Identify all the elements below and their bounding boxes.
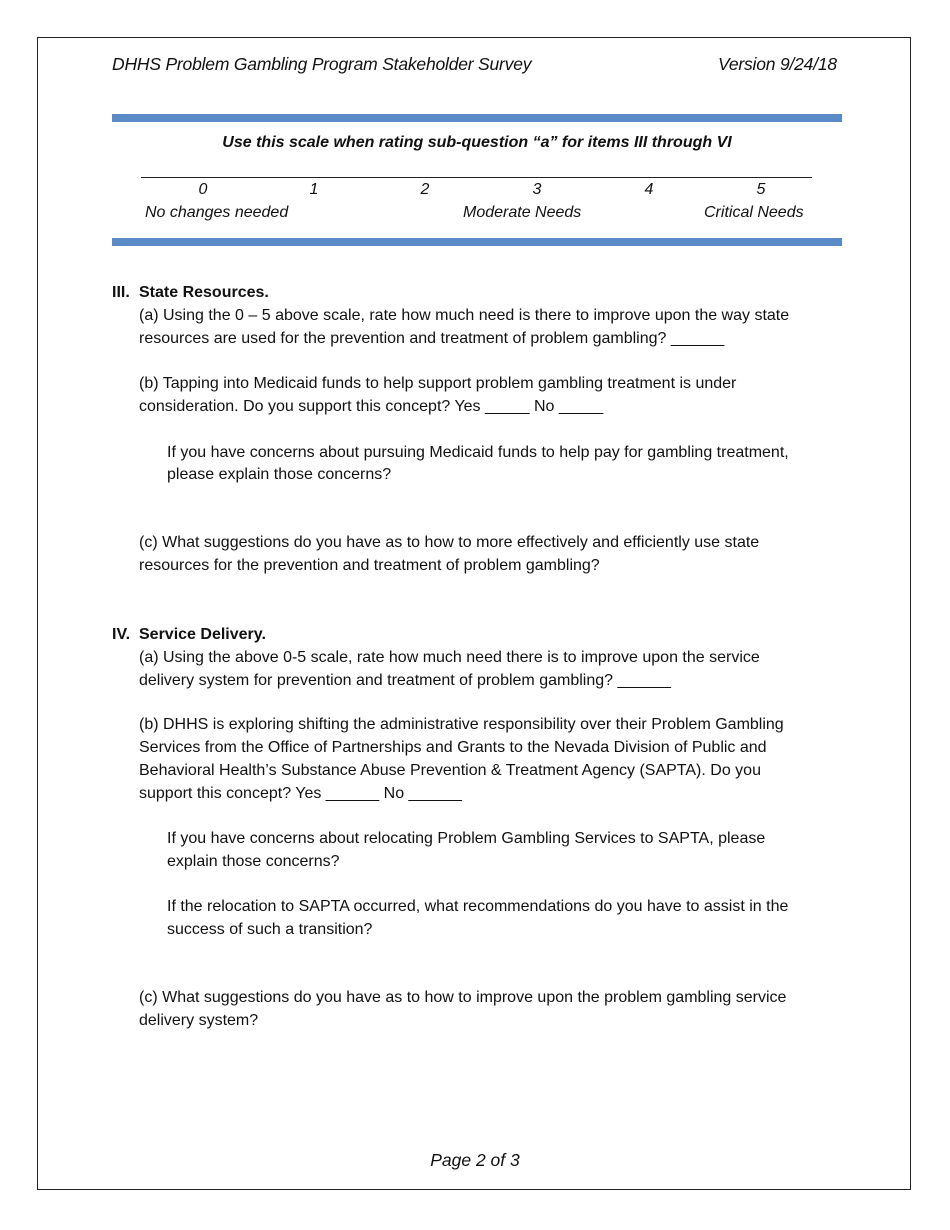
scale-number-5: 5 [756, 181, 766, 198]
section-4-number: IV. [112, 626, 131, 643]
scale-number-3: 3 [532, 181, 542, 198]
section-4-c-line: (c) What suggestions do you have as to how to improve upon the problem gambling service [139, 989, 787, 1006]
scale-number-2: 2 [420, 181, 430, 198]
scale-instruction: Use this scale when rating sub-question “a” for items III through VI [222, 134, 732, 151]
section-4-a-line: delivery system for prevention and treatment of problem gambling? ______ [139, 672, 671, 689]
scale-label-mid: Moderate Needs [463, 204, 582, 221]
section-4-b-line: Services from the Office of Partnerships and Grants to the Nevada Division of Public and [139, 739, 767, 756]
section-4-b-followup2-line: If the relocation to SAPTA occurred, what recommendations do you have to assist in the [167, 898, 789, 915]
section-4-b-followup2-line: success of such a transition? [167, 921, 373, 938]
section-4-c-line: delivery system? [139, 1012, 259, 1029]
section-4-b-line: (b) DHHS is exploring shifting the administrative responsibility over their Problem Gambling [139, 716, 784, 733]
section-3-c-line: resources for the prevention and treatment of problem gambling? [139, 557, 600, 574]
section-3-title: State Resources. [139, 284, 269, 301]
scale-number-0: 0 [198, 181, 208, 198]
section-4-b-followup1-line: explain those concerns? [167, 853, 340, 870]
document-title: DHHS Problem Gambling Program Stakeholder Survey [112, 54, 532, 74]
scale-top-bar [112, 114, 842, 122]
section-4-b-followup1-line: If you have concerns about relocating Problem Gambling Services to SAPTA, please [167, 830, 766, 847]
section-3-b-line: (b) Tapping into Medicaid funds to help support problem gambling treatment is under [139, 375, 737, 392]
section-4-title: Service Delivery. [139, 626, 266, 643]
section-3-c-line: (c) What suggestions do you have as to how to more effectively and efficiently use state [139, 534, 760, 551]
section-3-a-line: resources are used for the prevention and treatment of problem gambling? ______ [139, 330, 725, 347]
section-3-number: III. [112, 284, 130, 301]
section-4-b-line: Behavioral Health’s Substance Abuse Prevention & Treatment Agency (SAPTA). Do you [139, 762, 761, 779]
scale-label-high: Critical Needs [704, 204, 804, 221]
scale-number-1: 1 [309, 181, 319, 198]
scale-number-4: 4 [644, 181, 654, 198]
scale-label-low: No changes needed [145, 204, 289, 221]
section-3-b-followup-line: please explain those concerns? [167, 466, 392, 483]
section-3-b-followup-line: If you have concerns about pursuing Medicaid funds to help pay for gambling treatment, [167, 444, 789, 461]
scale-rule [141, 177, 812, 178]
section-4-a-line: (a) Using the above 0-5 scale, rate how much need there is to improve upon the service [139, 649, 760, 666]
page-number: Page 2 of 3 [430, 1150, 520, 1170]
scale-bottom-bar [112, 238, 842, 246]
section-3-b-line: consideration. Do you support this concept? Yes _____ No _____ [139, 398, 604, 415]
section-4-b-line: support this concept? Yes ______ No ______ [139, 785, 462, 802]
version-label: Version 9/24/18 [718, 54, 837, 74]
section-3-a-line: (a) Using the 0 – 5 above scale, rate how much need is there to improve upon the way state [139, 307, 790, 324]
